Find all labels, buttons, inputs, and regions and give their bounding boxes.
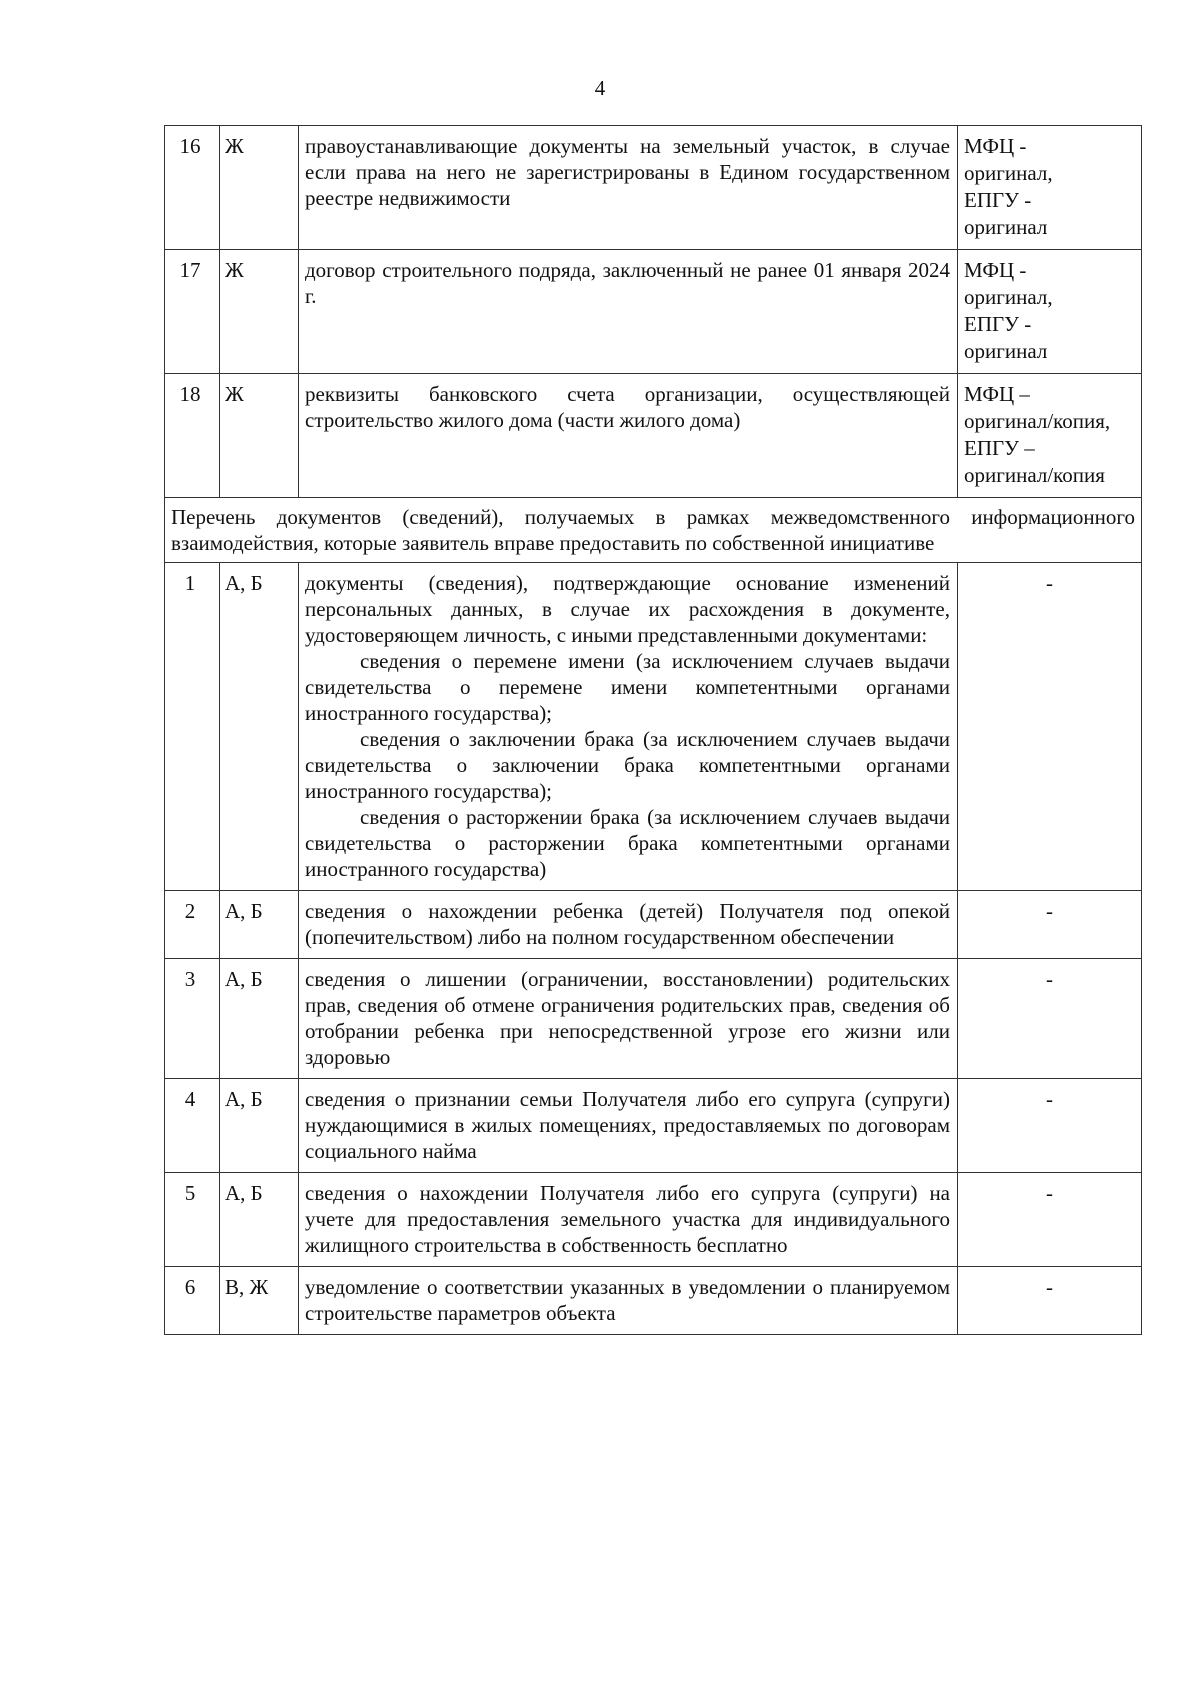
row-source: - [958, 1173, 1142, 1267]
row-description: реквизиты банковского счета организации, осуществляющей строительство жилого дома (части жилого дома) [299, 374, 958, 498]
row-description: договор строительного подряда, заключенный не ранее 01 января 2024 г. [299, 250, 958, 374]
row-source: - [958, 1267, 1142, 1335]
row-category: Ж [220, 126, 299, 250]
table-body-bottom [165, 563, 1142, 1335]
row-source [958, 374, 1142, 498]
row-description [299, 959, 958, 1079]
table-row [165, 374, 1142, 498]
row-description [299, 1173, 958, 1267]
row-description: правоустанавливающие документы на земельный участок, в случае если права на него не зарегистрированы в Едином государственном реестре недвижимости [299, 126, 958, 250]
table-row [165, 1267, 1142, 1335]
row-source: - [958, 959, 1142, 1079]
source-line: оригинал [964, 339, 1048, 363]
description-paragraph: сведения о перемене имени (за исключением случаев выдачи свидетельства о перемене имени компетентными органами иностранного государства); [305, 649, 950, 725]
description-paragraph: сведения о нахождении Получателя либо его супруга (супруги) на учете для предоставления земельного участка для индивидуального жилищного строительства в собственность бесплатно [305, 1181, 950, 1257]
row-category: А, Б [220, 959, 299, 1079]
source-line: оригинал, [964, 285, 1053, 309]
row-description [299, 891, 958, 959]
source-line: МФЦ - [964, 258, 1027, 282]
row-source [958, 250, 1142, 374]
page-number: 4 [594, 76, 606, 100]
source-line: ЕПГУ - [964, 312, 1032, 336]
row-category: Ж [220, 374, 299, 498]
table-body-top [165, 126, 1142, 563]
row-source: - [958, 1079, 1142, 1173]
row-source [958, 126, 1142, 250]
description-paragraph: сведения о заключении брака (за исключением случаев выдачи свидетельства о заключении брака компетентными органами иностранного государства); [305, 727, 950, 803]
source-line: ЕПГУ – [964, 436, 1035, 460]
row-number: 2 [165, 891, 220, 959]
row-category: А, Б [220, 563, 299, 891]
row-number: 17 [165, 250, 220, 374]
row-number: 3 [165, 959, 220, 1079]
table-row [165, 959, 1142, 1079]
section-heading-row [165, 498, 1142, 563]
source-line: оригинал, [964, 161, 1053, 185]
row-category: А, Б [220, 1079, 299, 1173]
row-description [299, 1079, 958, 1173]
table-row [165, 891, 1142, 959]
row-number: 6 [165, 1267, 220, 1335]
section-heading: Перечень документов (сведений), получаемых в рамках межведомственного информационного взаимодействия, которые заявитель вправе предоставить по собственной инициативе [165, 498, 1142, 563]
row-number: 16 [165, 126, 220, 250]
table-row [165, 1079, 1142, 1173]
description-paragraph: уведомление о соответствии указанных в уведомлении о планируемом строительстве параметров объекта [305, 1275, 950, 1325]
source-line: оригинал/копия [964, 463, 1105, 487]
row-description [299, 563, 958, 891]
row-description [299, 1267, 958, 1335]
source-line: МФЦ - [964, 134, 1027, 158]
description-paragraph: документы (сведения), подтверждающие основание изменений персональных данных, в случае их расхождения в документе, удостоверяющем личность, с иными представленными документами: [305, 571, 950, 647]
row-category: В, Ж [220, 1267, 299, 1335]
row-number: 18 [165, 374, 220, 498]
source-line: оригинал [964, 215, 1048, 239]
row-category: А, Б [220, 1173, 299, 1267]
row-source: - [958, 563, 1142, 891]
table-row [165, 250, 1142, 374]
table-row [165, 126, 1142, 250]
description-paragraph: сведения о признании семьи Получателя либо его супруга (супруги) нуждающимися в жилых помещениях, предоставляемых по договорам социального найма [305, 1087, 950, 1163]
description-paragraph: сведения о нахождении ребенка (детей) Получателя под опекой (попечительством) либо на полном государственном обеспечении [305, 899, 950, 949]
row-number: 4 [165, 1079, 220, 1173]
row-category: А, Б [220, 891, 299, 959]
row-number: 5 [165, 1173, 220, 1267]
description-paragraph: сведения о лишении (ограничении, восстановлении) родительских прав, сведения об отмене ограничения родительских прав, сведения об отобрании ребенка при непосредственной угрозе его жизни или здоровью [305, 967, 950, 1069]
table-row [165, 563, 1142, 891]
documents-table [164, 125, 1142, 1335]
row-number: 1 [165, 563, 220, 891]
source-line: ЕПГУ - [964, 188, 1032, 212]
description-paragraph: сведения о расторжении брака (за исключением случаев выдачи свидетельства о расторжении брака компетентными органами иностранного государства) [305, 805, 950, 881]
row-source: - [958, 891, 1142, 959]
table-row [165, 1173, 1142, 1267]
source-line: МФЦ – [964, 382, 1030, 406]
source-line: оригинал/копия, [964, 409, 1111, 433]
row-category: Ж [220, 250, 299, 374]
